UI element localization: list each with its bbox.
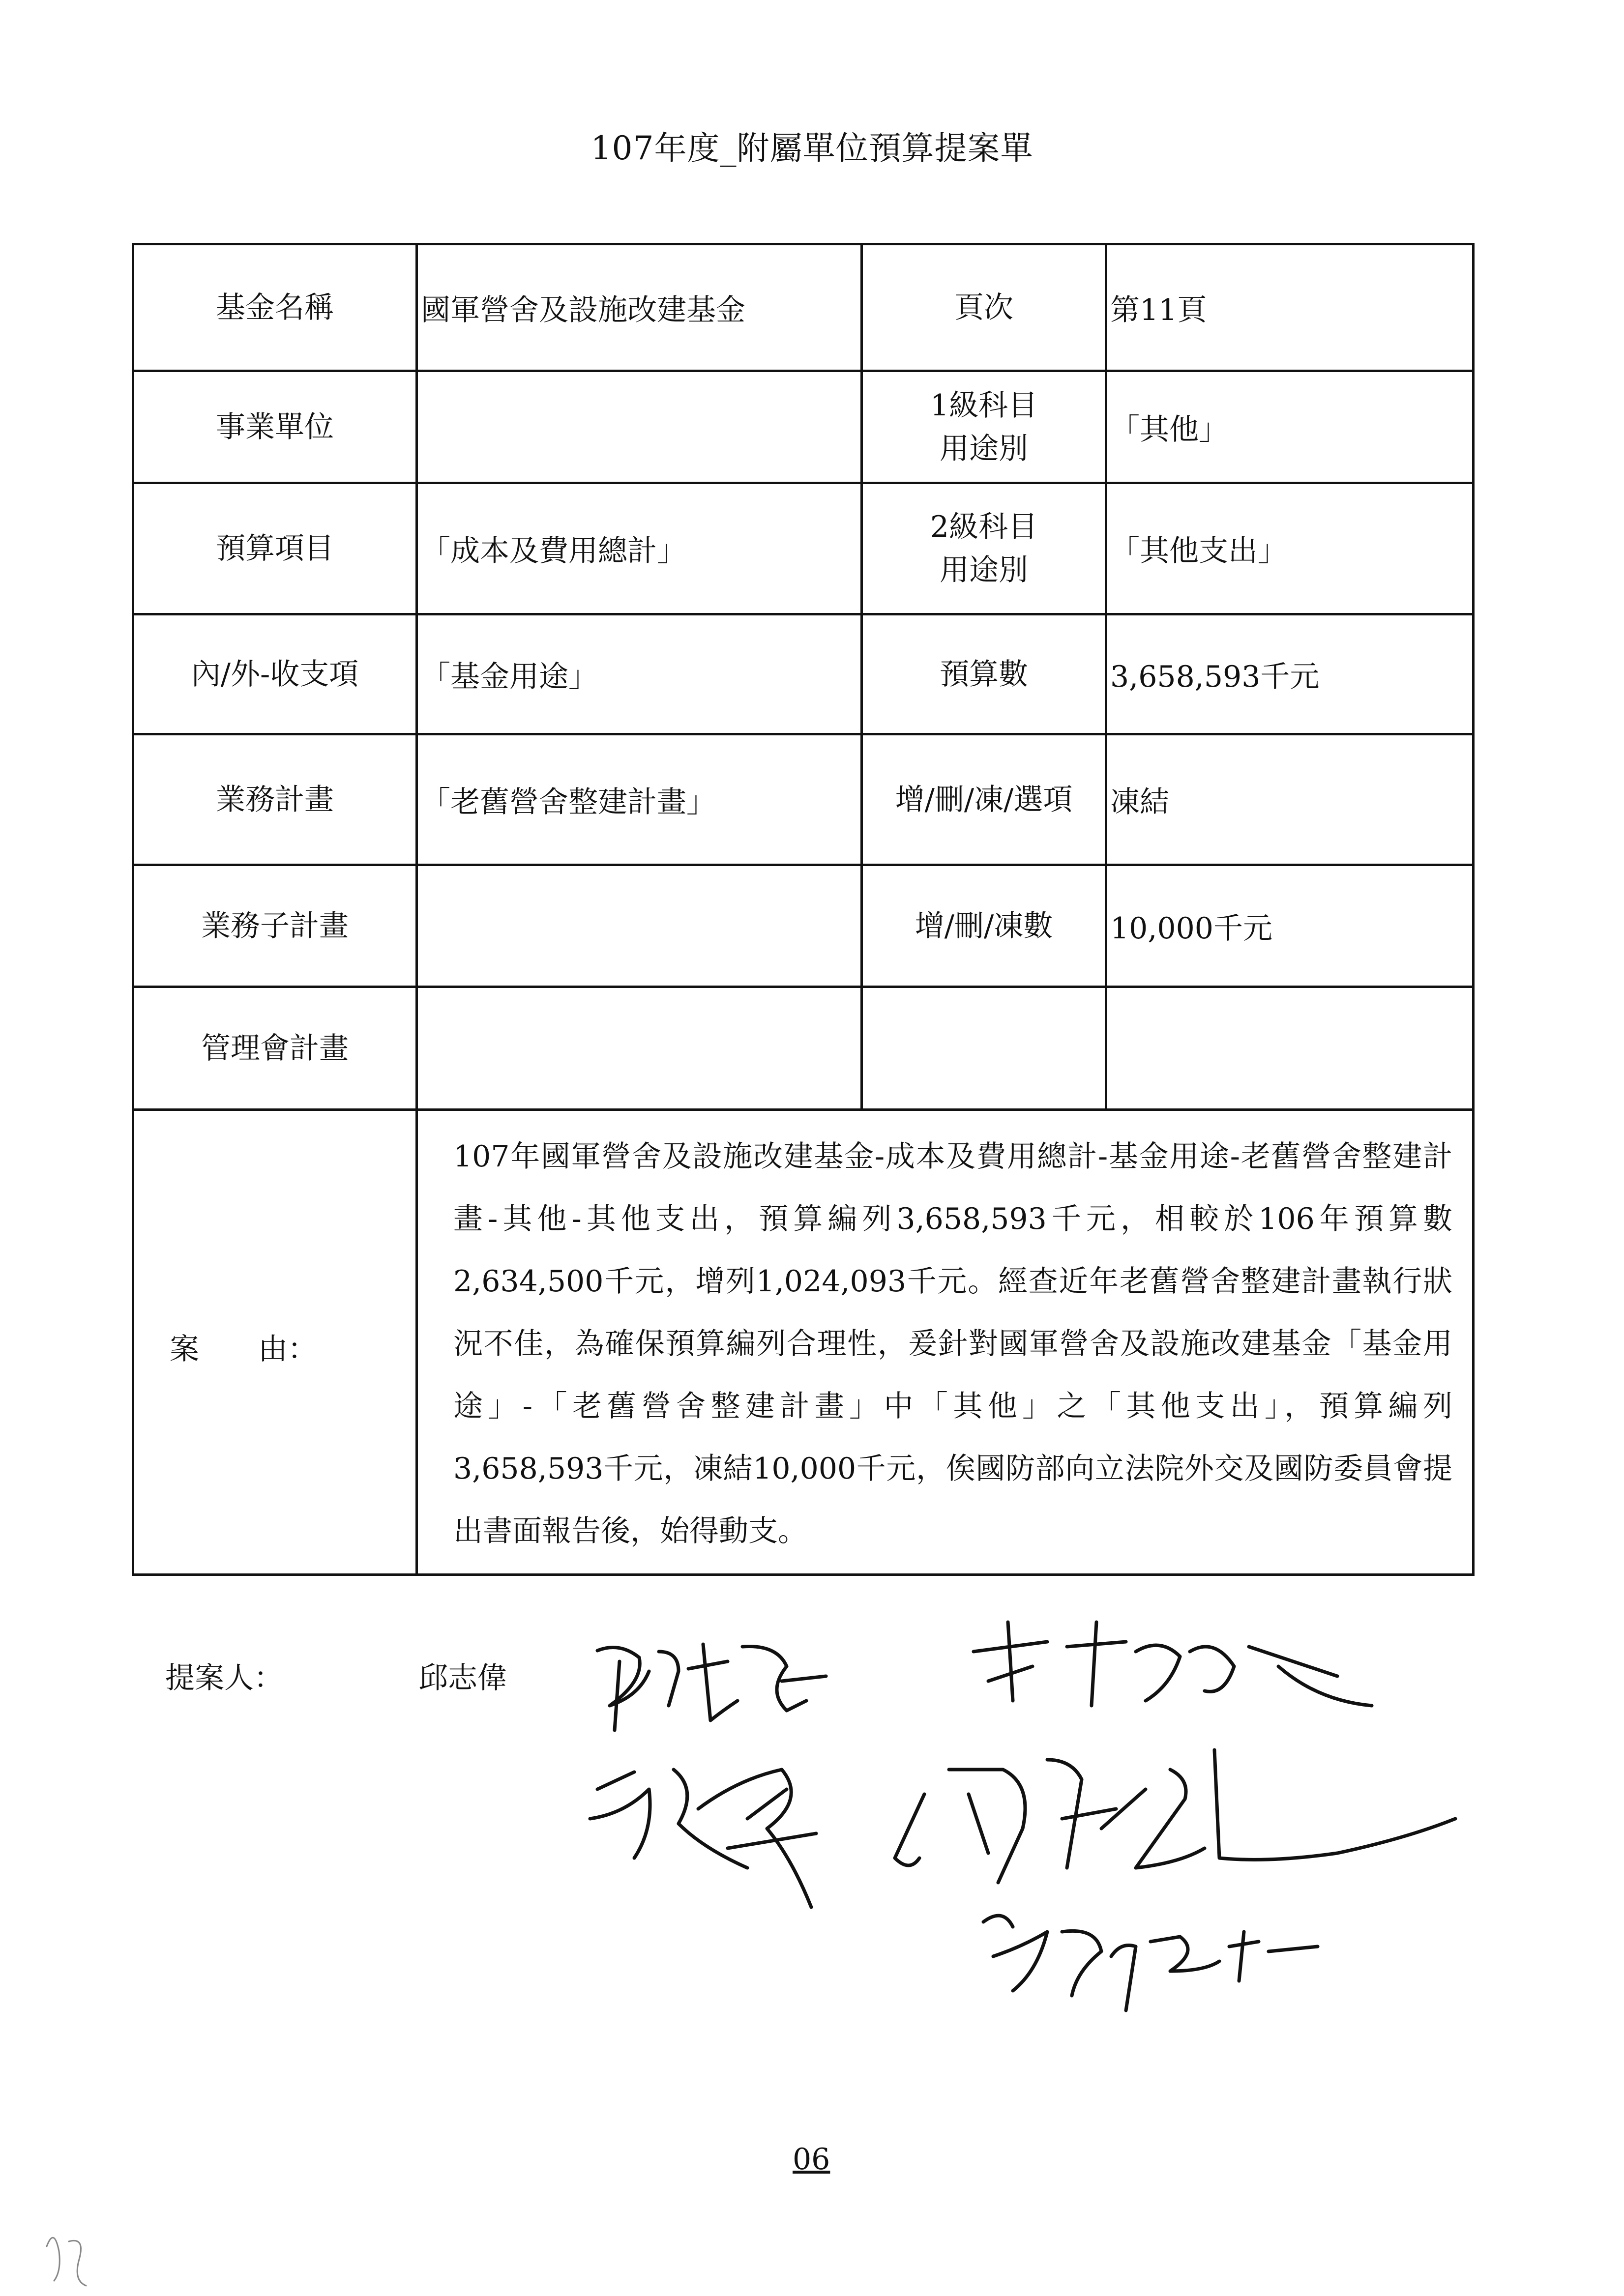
value-page: 第11頁 bbox=[1106, 244, 1474, 371]
label-budget-amount: 預算數 bbox=[862, 614, 1106, 734]
label-level1-subject: 1級科目 用途別 bbox=[862, 371, 1106, 483]
value-budget-amount: 3,658,593千元 bbox=[1106, 614, 1474, 734]
signature-3 bbox=[974, 1622, 1372, 1706]
label-page: 頁次 bbox=[862, 244, 1106, 371]
margin-note bbox=[47, 2238, 86, 2286]
value-budget-item: 「成本及費用總計」 bbox=[417, 483, 862, 614]
label-business-plan: 業務計畫 bbox=[133, 734, 417, 865]
page-number: 06 bbox=[793, 2142, 830, 2177]
value-business-plan: 「老舊營舍整建計畫」 bbox=[417, 734, 862, 865]
value-action-option: 凍結 bbox=[1106, 734, 1474, 865]
value-level1-subject: 「其他」 bbox=[1106, 371, 1474, 483]
label-budget-item: 預算項目 bbox=[133, 483, 417, 614]
reason-text: 107年國軍營舍及設施改建基金-成本及費用總計-基金用途-老舊營舍整建計畫-其他-其他支出，預算編列3,658,593千元，相較於106年預算數2,634,500千元，增列1,024,093千元。經查近年老舊營舍整建計畫執行狀況不佳，為確保預算編列合理性，爰針對國軍營舍及設施改建基金「基金用途」-「老舊營舍整建計畫」中「其他」之「其他支出」，預算編列3,658,593千元，凍結10,000千元，俟國防部向立法院外交及國防委員會提出書面報告後，始得動支。 bbox=[417, 1110, 1474, 1575]
signature-5 bbox=[983, 1916, 1318, 2010]
label-action-option: 增/刪/凍/選項 bbox=[862, 734, 1106, 865]
value-fund-name: 國軍營舍及設施改建基金 bbox=[417, 244, 862, 371]
label-revenue-expense: 內/外-收支項 bbox=[133, 614, 417, 734]
proposer-label: 提案人： bbox=[165, 1661, 283, 1695]
label-level2-subject: 2級科目 用途別 bbox=[862, 483, 1106, 614]
label-sub-plan: 業務子計畫 bbox=[133, 865, 417, 987]
value-revenue-expense: 「基金用途」 bbox=[417, 614, 862, 734]
signature-1 bbox=[597, 1644, 826, 1730]
label-management-plan: 管理會計畫 bbox=[133, 987, 417, 1110]
label-fund-name: 基金名稱 bbox=[133, 244, 417, 371]
label-business-unit: 事業單位 bbox=[133, 371, 417, 483]
page-title: 107年度_附屬單位預算提案單 bbox=[591, 129, 1033, 167]
value-action-amount: 10,000千元 bbox=[1106, 865, 1474, 987]
signature-4 bbox=[895, 1750, 1455, 1883]
proposer-name: 邱志偉 bbox=[418, 1661, 507, 1695]
reason-label: 案 由： bbox=[133, 1110, 417, 1575]
value-level2-subject: 「其他支出」 bbox=[1106, 483, 1474, 614]
label-action-amount: 增/刪/凍數 bbox=[862, 865, 1106, 987]
signature-2 bbox=[590, 1770, 816, 1907]
